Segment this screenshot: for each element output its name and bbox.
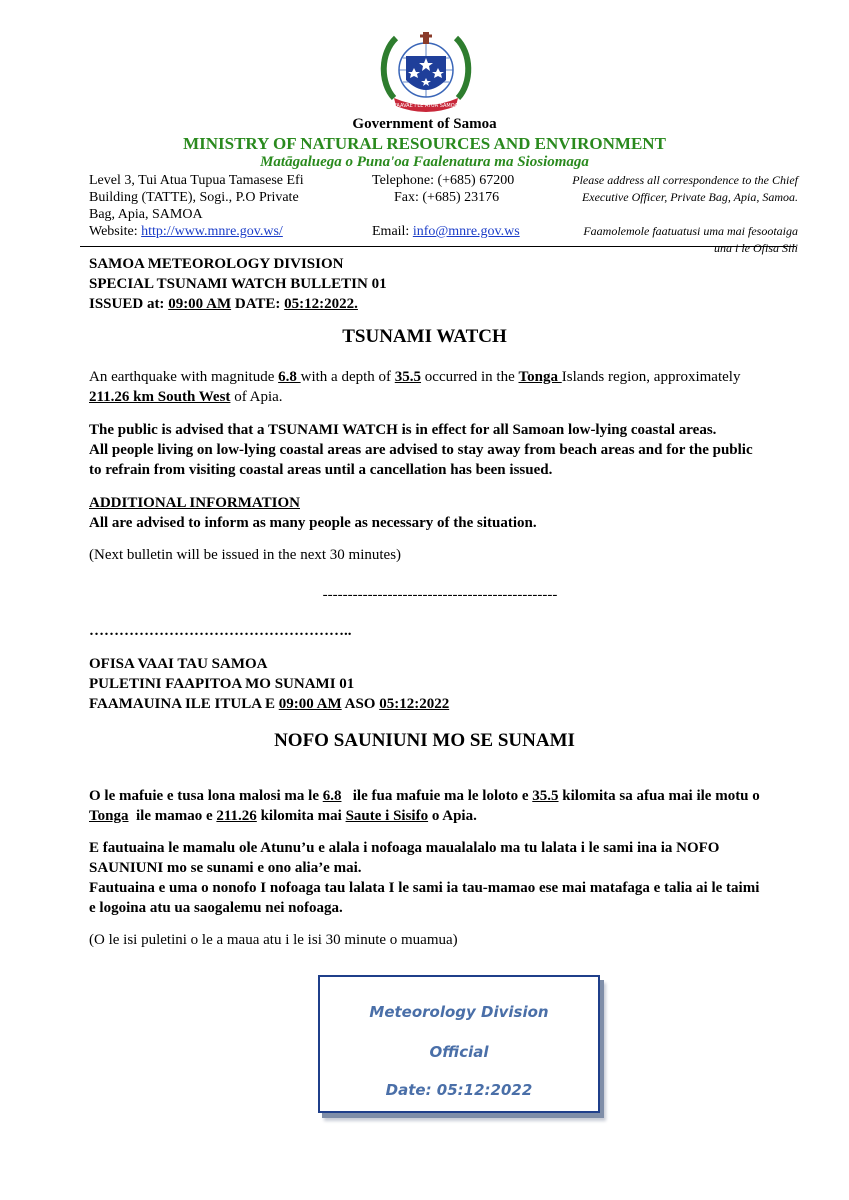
stamp-official: Official [429,1043,489,1061]
note-line: una i le Ofisa Sili [714,241,798,255]
region: Tonga [518,369,562,385]
issued-time: 09:00 AM [278,696,342,712]
email-label: Email: [372,224,410,239]
issued-time: 09:00 AM [168,296,232,312]
text: occurred in the [421,369,519,385]
issued-label: FAAMAUINA ILE ITULA E [89,696,275,712]
email-link[interactable]: info@mnre.gov.ws [412,224,520,239]
note-line: Executive Officer, Private Bag, Apia, Samoa. [581,190,798,204]
division-name: OFISA VAAI TAU SAMOA [89,656,268,672]
text: with a depth of [300,369,395,385]
header-divider [80,246,796,247]
distance: 211.26 [216,808,257,824]
division-name: SAMOA METEOROLOGY DIVISION [89,256,344,272]
fax: Fax: (+685) 23176 [394,190,500,205]
stamp-date: Date: 05:12:2022 [385,1081,533,1099]
address-line: Bag, Apia, SAMOA [89,207,203,222]
advisory-line: to refrain from visiting coastal areas until a cancellation has been issued. [89,462,553,478]
advisory-line: SAUNIUNI mo se sunami e ono alia’e mai. [89,860,362,876]
website-link[interactable]: http://www.mnre.gov.ws/ [141,224,283,239]
bulletin-number: SPECIAL TSUNAMI WATCH BULLETIN 01 [89,276,387,292]
website-line [89,223,349,240]
issued-date: 05:12:2022. [284,296,358,312]
issued-line [89,294,789,314]
ministry-samoan-title: Matāgaluega o Puna'oa Faalenatura ma Siosiomaga [260,154,589,170]
issued-date: 05:12:2022 [379,696,450,712]
note-line: Please address all correspondence to the Chief [572,173,798,187]
text: Islands region, approximately [561,369,741,385]
stamp-division: Meteorology Division [369,1003,549,1021]
text: O le mafuie e tusa lona malosi ma le [89,788,323,804]
text: o Apia. [428,808,477,824]
english-bulletin-header [89,254,789,314]
telephone: Telephone: (+685) 67200 [372,173,515,188]
date-label: DATE: [234,296,281,312]
advisory-line: All people living on low-lying coastal areas are advised to stay away from beach areas and for the public [89,442,753,458]
address-line: Level 3, Tui Atua Tupua Tamasese Efi [89,173,304,188]
dotted-separator: …………………………………………….. [89,623,352,639]
region: Tonga [89,808,129,824]
official-stamp [318,975,600,1113]
english-earthquake-paragraph [89,367,799,407]
text: of Apia. [230,389,283,405]
email-line [372,223,552,240]
advisory-line: E fautuaina le mamalu ole Atunu’u e alala i nofoaga maualalalo ma tu lalata i le sami ina ia NOFO [89,840,720,856]
text: ile mamao e [128,808,217,824]
advisory-line: e logoina atu ua saogalemu nei nofoaga. [89,900,343,916]
samoan-title: NOFO SAUNIUNI MO SE SUNAMI [274,730,575,751]
samoan-next-bulletin: (O le isi puletini o le a maua atu i le isi 30 minute o muamua) [89,932,458,948]
additional-text: All are advised to inform as many people as necessary of the situation. [89,515,537,531]
distance: 211.26 km South West [89,389,231,405]
samoan-bulletin-header [89,654,789,714]
english-advisory-paragraph [89,420,809,480]
website-label: Website: [89,224,138,239]
issued-label: ISSUED at: [89,296,165,312]
samoan-advisory-paragraph [89,838,809,918]
ministry-title: MINISTRY OF NATURAL RESOURCES AND ENVIRONMENT [183,134,666,153]
correspondence-note [560,172,798,257]
text: An earthquake with magnitude [89,369,279,385]
direction: Saute i Sisifo [345,808,429,824]
text: kilomita mai [256,808,346,824]
address-block [89,172,349,240]
section-separator: ----------------------------------------------- [322,587,558,603]
additional-heading: ADDITIONAL INFORMATION [89,495,300,511]
text: kilomita sa afua mai ile motu o [558,788,760,804]
english-title: TSUNAMI WATCH [342,326,507,347]
additional-information [89,493,789,533]
contact-block [372,172,552,240]
advisory-line: Fautuaina e uma o nonofo I nofoaga tau lalata I le sami ia tau-mamao ese mai matafaga e talia ai le taimi [89,880,760,896]
depth: 35.5 [532,788,559,804]
text: ile fua mafuie ma le loloto e [341,788,533,804]
date-label: ASO [344,696,376,712]
english-next-bulletin: (Next bulletin will be issued in the next 30 minutes) [89,547,402,563]
magnitude: 6.8 [278,369,301,385]
address-line: Building (TATTE), Sogi., P.O Private [89,190,299,205]
depth: 35.5 [394,369,422,385]
note-line: Faamolemole faatuatusi uma mai fesootaiga [583,224,798,238]
samoan-earthquake-paragraph [89,786,809,826]
issued-line [89,694,789,714]
crest-motto: FAAVAE I LE ATUA SAMOA [394,103,458,109]
magnitude: 6.8 [322,788,342,804]
government-title: Government of Samoa [352,116,497,132]
bulletin-number: PULETINI FAAPITOA MO SUNAMI 01 [89,676,355,692]
advisory-line: The public is advised that a TSUNAMI WATCH is in effect for all Samoan low-lying coastal areas. [89,422,717,438]
